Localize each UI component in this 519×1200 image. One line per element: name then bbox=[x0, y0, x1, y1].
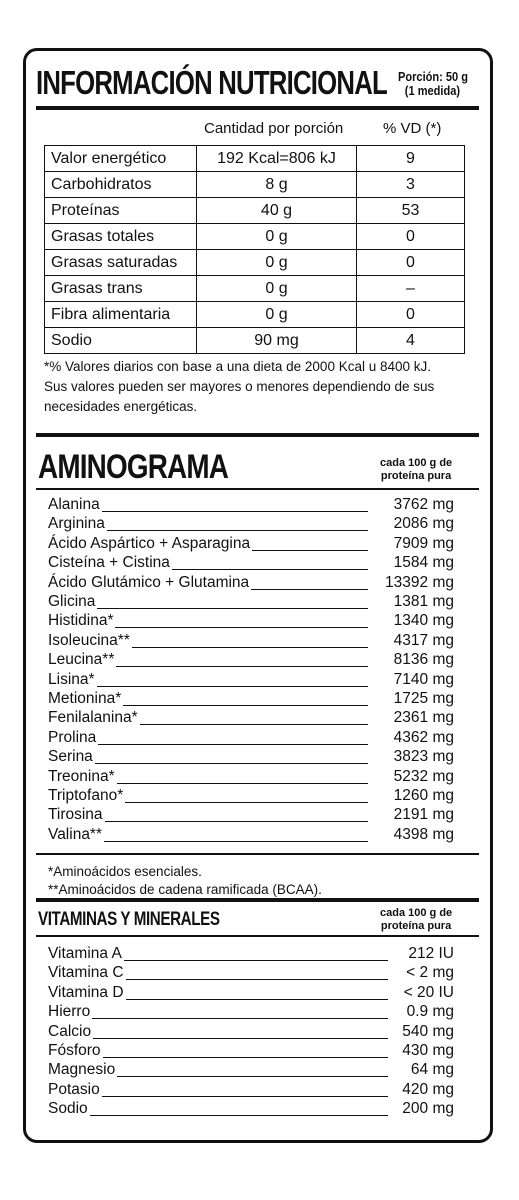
amino-row-value: 1381 mg bbox=[393, 593, 454, 610]
amino-row-value: 1584 mg bbox=[393, 554, 454, 572]
nutrition-row bbox=[45, 146, 465, 172]
nutrient-amount: 0 g bbox=[197, 224, 357, 250]
amino-row-value: 2361 mg bbox=[393, 709, 454, 727]
nutrient-name: Carbohidratos bbox=[45, 172, 197, 198]
amino-row bbox=[48, 806, 454, 824]
vitamin-row-name: Vitamina D bbox=[48, 983, 124, 1001]
vitamin-row-name: Magnesio bbox=[48, 1061, 116, 1079]
amino-row bbox=[48, 748, 454, 766]
amino-row bbox=[48, 826, 454, 844]
portion-size bbox=[398, 70, 468, 98]
vitamin-row bbox=[48, 1023, 454, 1041]
amino-row bbox=[48, 651, 454, 669]
vitamin-row-name: Vitamina A bbox=[48, 945, 122, 962]
nutrient-vd: 0 bbox=[357, 302, 465, 328]
amino-row-name: Alanina bbox=[48, 496, 100, 513]
footnote-line-3: necesidades energéticas. bbox=[44, 399, 198, 414]
amino-row bbox=[48, 496, 454, 514]
nutrient-name: Valor energético bbox=[45, 146, 197, 172]
vitamin-row bbox=[48, 1081, 454, 1099]
amino-row-value: 13392 mg bbox=[385, 573, 454, 591]
amino-row-value: 2086 mg bbox=[393, 515, 454, 533]
aminograma-notes bbox=[48, 863, 322, 899]
amino-row-name: Triptofano* bbox=[48, 787, 124, 804]
vitamin-row bbox=[48, 1100, 454, 1118]
vitamin-row bbox=[48, 1003, 454, 1021]
vitaminas-underline bbox=[36, 935, 479, 937]
amino-row-name: Cisteína + Cistina bbox=[48, 554, 170, 572]
nutrient-amount: 0 g bbox=[197, 276, 357, 302]
nutrient-name: Grasas totales bbox=[45, 224, 197, 250]
amino-row-name: Ácido Aspártico + Asparagina bbox=[48, 534, 251, 552]
vitamin-row bbox=[48, 945, 454, 963]
nutrition-row bbox=[45, 328, 465, 354]
amino-row-value: 1725 mg bbox=[393, 690, 454, 707]
nutrition-row bbox=[45, 224, 465, 250]
aminograma-per-line-1: cada 100 g de bbox=[380, 457, 453, 469]
nutrient-amount: 90 mg bbox=[197, 328, 357, 354]
amino-row-name: Treonina* bbox=[48, 767, 115, 785]
nutrient-vd: 0 bbox=[357, 224, 465, 250]
nutrient-vd: – bbox=[357, 276, 465, 302]
amino-row-name: Prolina bbox=[48, 728, 97, 746]
nutrient-amount: 0 g bbox=[197, 302, 357, 328]
vitamin-row-name: Calcio bbox=[48, 1022, 92, 1040]
vitamin-row-value: 420 mg bbox=[402, 1080, 454, 1098]
amino-row bbox=[48, 593, 454, 611]
nutrient-amount: 192 Kcal=806 kJ bbox=[197, 146, 357, 172]
nutrient-name: Grasas trans bbox=[45, 276, 197, 302]
nutrient-name: Sodio bbox=[45, 328, 197, 354]
vitamin-row-value: 540 mg bbox=[402, 1022, 454, 1040]
amino-row bbox=[48, 612, 454, 630]
amino-row-value: 7140 mg bbox=[393, 670, 454, 688]
amino-row bbox=[48, 690, 454, 708]
vitamin-row-value: 200 mg bbox=[402, 1100, 454, 1118]
vitamin-row bbox=[48, 1042, 454, 1060]
daily-value-footnote bbox=[44, 357, 474, 417]
amino-row bbox=[48, 787, 454, 805]
amino-row-value: 4398 mg bbox=[393, 825, 454, 843]
amino-row-value: 3823 mg bbox=[393, 748, 454, 766]
amino-row-name: Histidina* bbox=[48, 612, 114, 630]
aminograma-title: AMINOGRAMA bbox=[38, 448, 229, 486]
amino-row-name: Lisina* bbox=[48, 670, 95, 688]
amino-row bbox=[48, 554, 454, 572]
vitamin-row-value: 430 mg bbox=[402, 1042, 454, 1059]
vitaminas-divider bbox=[36, 898, 479, 902]
aminograma-per-100g bbox=[380, 457, 452, 483]
vitamin-row bbox=[48, 964, 454, 982]
nutrient-amount: 8 g bbox=[197, 172, 357, 198]
amino-row-value: 3762 mg bbox=[393, 496, 454, 513]
amino-row-name: Arginina bbox=[48, 515, 105, 533]
amino-row-value: 4362 mg bbox=[393, 728, 454, 746]
amino-row bbox=[48, 515, 454, 533]
aminograma-per-line-2: proteína pura bbox=[380, 470, 452, 482]
amino-row bbox=[48, 729, 454, 747]
vitamin-row-name: Sodio bbox=[48, 1100, 88, 1118]
nutrition-row bbox=[45, 302, 465, 328]
portion-line-2: (1 medida) bbox=[404, 83, 461, 98]
amino-row-name: Serina bbox=[48, 748, 93, 766]
amino-row-value: 5232 mg bbox=[393, 767, 454, 785]
nutrition-row bbox=[45, 198, 465, 224]
vitaminas-per-100g bbox=[380, 907, 452, 933]
vitamin-row bbox=[48, 984, 454, 1002]
amino-row-value: 1340 mg bbox=[393, 612, 454, 630]
amino-row-name: Fenilalanina* bbox=[48, 709, 138, 727]
amino-row bbox=[48, 535, 454, 553]
amino-row-value: 2191 mg bbox=[393, 806, 454, 824]
nutrient-name: Fibra alimentaria bbox=[45, 302, 197, 328]
leader-line bbox=[48, 1115, 388, 1116]
amino-row-value: 8136 mg bbox=[393, 651, 454, 669]
amino-row bbox=[48, 574, 454, 592]
title-divider bbox=[36, 106, 479, 110]
footnote-line-1: *% Valores diarios con base a una dieta de 2000 Kcal u 8400 kJ. bbox=[44, 359, 432, 374]
vitamin-row-value: < 2 mg bbox=[406, 964, 454, 982]
amino-row-name: Leucina** bbox=[48, 651, 115, 669]
nutrient-vd: 9 bbox=[357, 146, 465, 172]
vitamin-row-value: < 20 IU bbox=[403, 983, 454, 1001]
vitamin-row-name: Potasio bbox=[48, 1080, 100, 1098]
column-header-amount: Cantidad por porción bbox=[204, 120, 344, 137]
amino-row bbox=[48, 709, 454, 727]
portion-line-1: Porción: 50 g bbox=[398, 69, 469, 84]
vitaminas-per-line-2: proteína pura bbox=[380, 920, 452, 932]
amino-row-value: 4317 mg bbox=[393, 631, 454, 649]
aminograma-underline bbox=[36, 488, 479, 490]
leader-line bbox=[48, 1018, 388, 1019]
nutrient-amount: 0 g bbox=[197, 250, 357, 276]
amino-row-name: Isoleucina** bbox=[48, 631, 130, 649]
vitaminas-title: VITAMINAS Y MINERALES bbox=[38, 909, 220, 930]
amino-row-value: 7909 mg bbox=[393, 534, 454, 552]
column-header-vd: % VD (*) bbox=[383, 120, 442, 137]
amino-row-name: Ácido Glutámico + Glutamina bbox=[48, 573, 250, 591]
amino-row bbox=[48, 671, 454, 689]
nutrition-table bbox=[44, 145, 465, 354]
amino-row bbox=[48, 632, 454, 650]
vitamin-row-name: Vitamina C bbox=[48, 964, 124, 982]
vitamin-row-name: Hierro bbox=[48, 1003, 91, 1021]
vitamin-row-value: 212 IU bbox=[408, 945, 454, 962]
amino-row-name: Metionina* bbox=[48, 690, 122, 707]
nutrient-vd: 53 bbox=[357, 198, 465, 224]
leader-line bbox=[48, 1038, 388, 1039]
aminograma-bottom-rule bbox=[36, 853, 479, 855]
nutrient-vd: 3 bbox=[357, 172, 465, 198]
nutrition-row bbox=[45, 276, 465, 302]
leader-line bbox=[48, 763, 368, 764]
vitamin-row-name: Fósforo bbox=[48, 1042, 101, 1059]
amino-row-name: Valina** bbox=[48, 825, 103, 843]
aminograma-divider bbox=[36, 433, 479, 437]
amino-row-value: 1260 mg bbox=[393, 787, 454, 804]
vitamin-row-value: 0.9 mg bbox=[406, 1003, 454, 1021]
footnote-line-2: Sus valores pueden ser mayores o menores dependiendo de sus bbox=[44, 379, 435, 394]
nutrient-vd: 0 bbox=[357, 250, 465, 276]
nutrient-name: Proteínas bbox=[45, 198, 197, 224]
nutrient-amount: 40 g bbox=[197, 198, 357, 224]
vitaminas-per-line-1: cada 100 g de bbox=[380, 907, 453, 919]
amino-row-name: Tirosina bbox=[48, 806, 103, 824]
vitamin-row-value: 64 mg bbox=[410, 1061, 454, 1079]
note-essential: *Aminoácidos esenciales. bbox=[48, 864, 202, 879]
nutrition-row bbox=[45, 172, 465, 198]
vitamin-row bbox=[48, 1061, 454, 1079]
nutrient-name: Grasas saturadas bbox=[45, 250, 197, 276]
note-bcaa: **Aminoácidos de cadena ramificada (BCAA). bbox=[48, 882, 322, 897]
amino-row bbox=[48, 768, 454, 786]
amino-row-name: Glicina bbox=[48, 593, 96, 610]
label-title: INFORMACIÓN NUTRICIONAL bbox=[36, 64, 387, 101]
nutrition-row bbox=[45, 250, 465, 276]
nutrient-vd: 4 bbox=[357, 328, 465, 354]
